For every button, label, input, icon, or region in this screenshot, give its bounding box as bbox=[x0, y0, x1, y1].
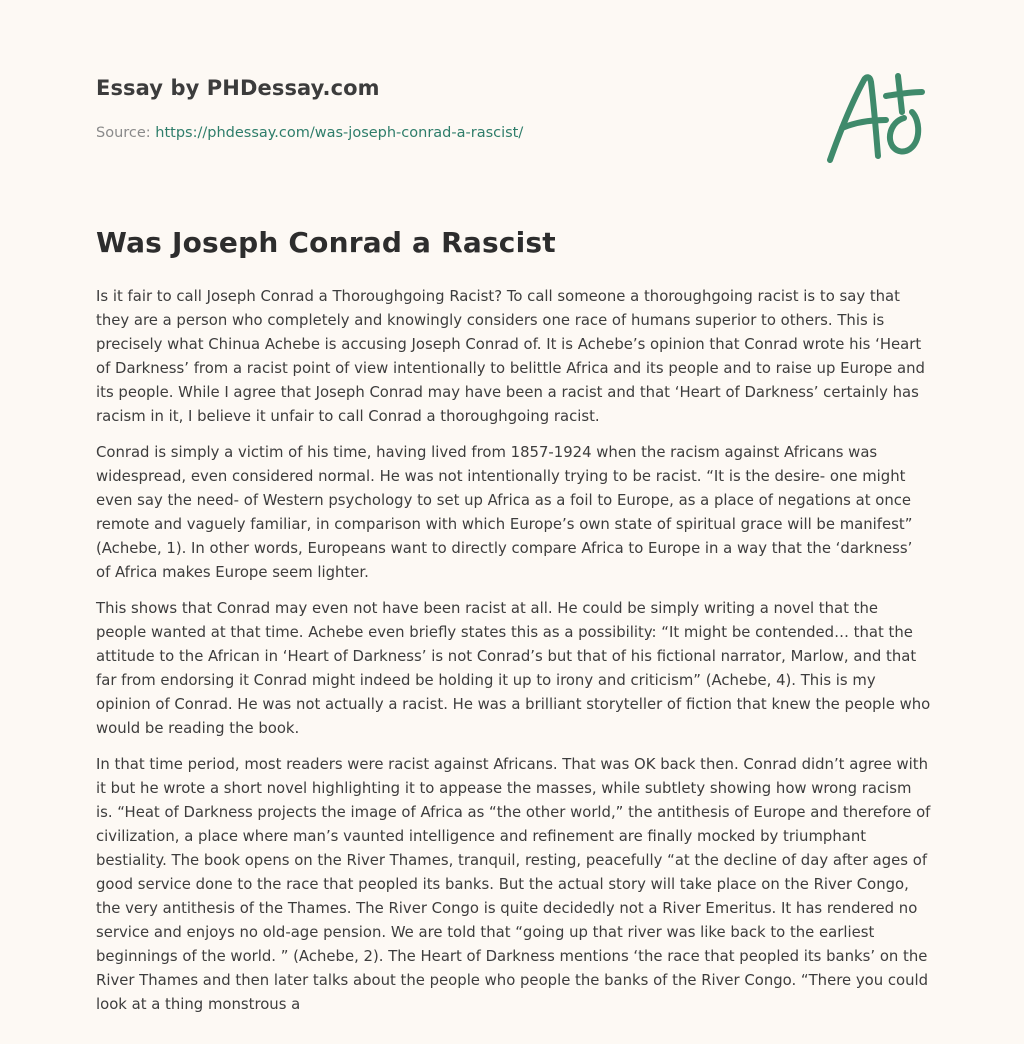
essay-header bbox=[96, 76, 796, 141]
paragraph: In that time period, most readers were racist against Africans. That was OK back then. Conrad didn’t agree with it but he wrote a short novel highlighting it to appease the masses, while subtlety showing how wrong racism is. “Heat of Darkness projects the image of Africa as “the other world,” the antithesis of Europe and therefore of civilization, a place where man’s vaunted intelligence and refinement are finally mocked by triumphant bestiality. The book opens on the River Thames, tranquil, resting, peacefully “at the decline of day after ages of good service done to the race that peopled its banks. But the actual story will take place on the River Congo, the very antithesis of the Thames. The River Congo is quite decidedly not a River Emeritus. It has rendered no service and enjoys no old-age pension. We are told that “going up that river was like back to the earliest beginnings of the world. ” (Achebe, 2). The Heart of Darkness mentions ‘the race that peopled its banks’ on the River Thames and then later talks about the people who people the banks of the River Congo. “There you could look at a thing monstrous a bbox=[96, 755, 931, 1013]
paragraph: Is it fair to call Joseph Conrad a Thoroughgoing Racist? To call someone a thoroughgoing racist is to say that they are a person who completely and knowingly considers one race of humans superior to others. This is precisely what Chinua Achebe is accusing Joseph Conrad of. It is Achebe’s opinion that Conrad wrote his ‘Heart of Darkness’ from a racist point of view intentionally to belittle Africa and its people and to raise up Europe and its people. While I agree that Joseph Conrad may have been a racist and that ‘Heart of Darkness’ certainly has racism in it, I believe it unfair to call Conrad a thoroughgoing racist. bbox=[96, 287, 925, 425]
source-label: Source: bbox=[96, 125, 156, 141]
essay-title: Was Joseph Conrad a Rascist bbox=[96, 226, 556, 259]
paragraph: This shows that Conrad may even not have been racist at all. He could be simply writing a novel that the people wanted at that time. Achebe even briefly states this as a possibility: “It might be contended… that the attitude to the African in ‘Heart of Darkness’ is not Conrad’s but that of his fictional narrator, Marlow, and that far from endorsing it Conrad might indeed be holding it up to irony and criticism” (Achebe, 4). This is my opinion of Conrad. He was not actually a racist. He was a brilliant storyteller of fiction that knew the people who would be reading the book. bbox=[96, 599, 931, 737]
paragraph: Conrad is simply a victim of his time, having lived from 1857-1924 when the racism against Africans was widespread, even considered normal. He was not intentionally trying to be racist. “It is the desire- one might even say the need- of Western psychology to set up Africa as a foil to Europe, as a place of negations at once remote and vaguely familiar, in comparison with which Europe’s own state of spiritual grace will be manifest” (Achebe, 1). In other words, Europeans want to directly compare Africa to Europe in a way that the ‘darkness’ of Africa makes Europe seem lighter. bbox=[96, 443, 913, 581]
essay-body bbox=[96, 284, 931, 1028]
site-brand: Essay by PHDessay.com bbox=[96, 76, 380, 100]
source-link[interactable]: https://phdessay.com/was-joseph-conrad-a-rascist/ bbox=[155, 125, 524, 141]
source-line bbox=[96, 125, 796, 141]
a-plus-logo-icon bbox=[820, 62, 932, 170]
